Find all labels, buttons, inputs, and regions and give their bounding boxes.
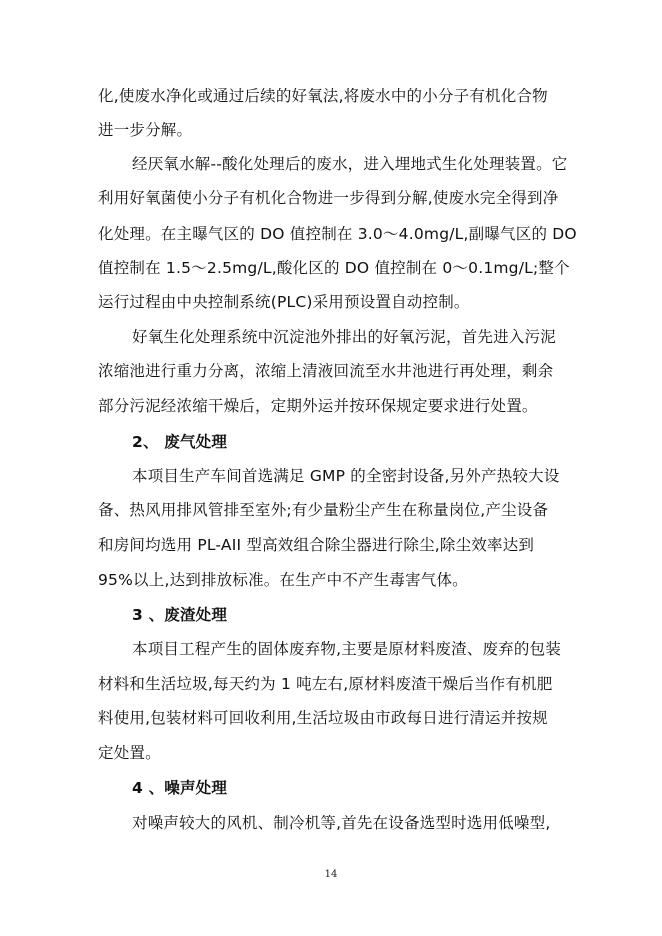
text-line: 本项目生产车间首选满足 GMP 的全密封设备,另外产热较大设 <box>132 467 560 485</box>
text-line: 和房间均选用 PL-AII 型高效组合除尘器进行除尘,除尘效率达到 <box>98 536 535 554</box>
section-heading: 2、 废气处理 <box>132 433 228 451</box>
text-line: 部分污泥经浓缩干燥后，定期外运并按环保规定要求进行处置。 <box>98 397 538 415</box>
page-number: 14 <box>324 869 338 880</box>
text-line: 化处理。在主曝气区的 DO 值控制在 3.0～4.0mg/L,副曝气区的 DO <box>98 225 577 243</box>
text-line: 定处置。 <box>98 744 161 762</box>
text-line: 料使用,包装材料可回收利用,生活垃圾由市政每日进行清运并按规 <box>98 709 548 727</box>
text-line: 材料和生活垃圾,每天约为 1 吨左右,原材料废渣干燥后当作有机肥 <box>98 675 553 693</box>
text-line: 化,使废水净化或通过后续的好氧法,将废水中的小分子有机化合物 <box>98 87 548 105</box>
text-line: 浓缩池进行重力分离，浓缩上清液回流至水井池进行再处理，剩余 <box>98 362 554 380</box>
text-line: 本项目工程产生的固体废弃物,主要是原材料废渣、废弃的包装 <box>132 640 562 658</box>
text-line: 进一步分解。 <box>98 121 193 139</box>
text-line: 对噪声较大的风机、制冷机等,首先在设备选型时选用低噪型, <box>132 814 551 832</box>
text-line: 好氧生化处理系统中沉淀池外排出的好氧污泥，首先进入污泥 <box>132 328 556 346</box>
text-line: 值控制在 1.5～2.5mg/L,酸化区的 DO 值控制在 0～0.1mg/L;整个 <box>98 259 570 277</box>
text-line: 95%以上,达到排放标准。在生产中不产生毒害气体。 <box>98 571 468 589</box>
text-line: 利用好氧菌使小分子有机化合物进一步得到分解,使废水完全得到净 <box>98 189 559 207</box>
text-line: 备、热风用排风管排至室外;有少量粉尘产生在称量岗位,产尘设备 <box>98 501 549 519</box>
section-heading: 3 、废渣处理 <box>132 606 228 624</box>
section-heading: 4 、噪声处理 <box>132 779 228 797</box>
text-line: 运行过程由中央控制系统(PLC)采用预设置自动控制。 <box>98 293 470 311</box>
text-line: 经厌氧水解--酸化处理后的废水，进入埋地式生化处理装置。它 <box>132 155 568 173</box>
